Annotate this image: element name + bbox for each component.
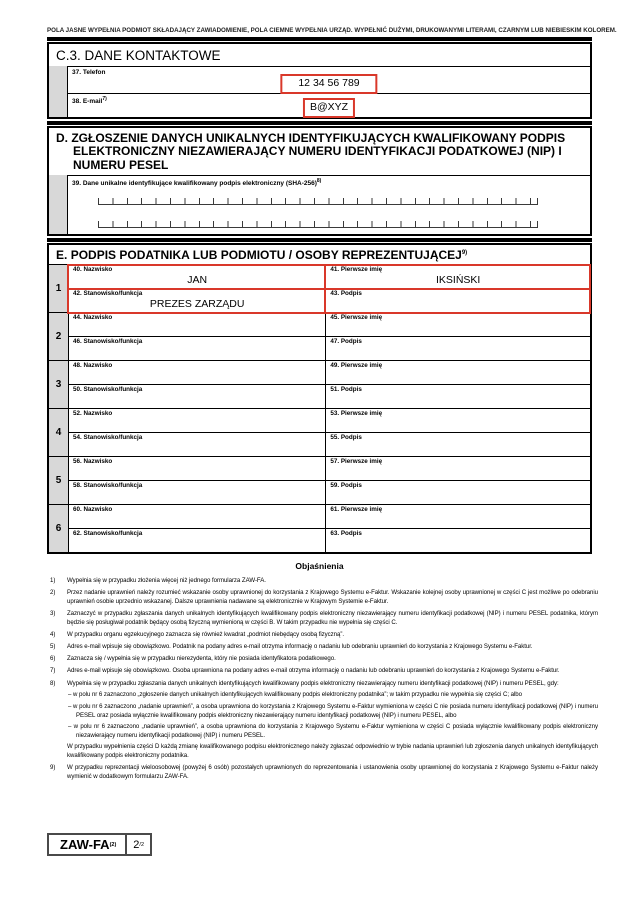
table-row: [49, 457, 590, 505]
table-row: [49, 505, 590, 552]
field-53-pierwsze-imie[interactable]: 53. Pierwsze imię: [325, 409, 590, 433]
section-c3: [47, 42, 592, 119]
list-subitem: – w polu nr 6 zaznaczono „zgłoszenie danych unikalnych identyfikujących kwalifikowany podpis elektroniczny podatnika”; w takim przypadku nie wypełnia się części C; albo: [68, 691, 522, 699]
page-number: 2 /2: [133, 838, 145, 851]
list-item: 8) Wypełnia się w przypadku zgłaszania danych unikalnych identyfikujących kwalifikowany podpis elektroniczny niezawierający numeru identyfikacji podatkowej (NIP) i numeru PESEL, gdy: – w polu nr 6 zaznaczono „zgłoszenie danych unikalnych identyfikujących kwalifikowany podpis elektroniczny podatnika”; w takim przypadku nie wypełnia się części C; albo – w polu nr 6 zaznaczono „nadanie uprawnień”, a osoba uprawniona do korzystania z Krajowego Systemu e-Faktur wymieniona w części C nie posiada numeru identyfikacji podatkowej (NIP) i numeru PESEL oraz posiada wyłącznie kwalifikowany podpis elektroniczny niezawierający numeru identyfikacji podatkowej (NIP) i numeru PESEL, albo – w polu nr 6 zaznaczono „nadanie uprawnień”, a osoba uprawniona do korzystania z Krajowego Systemu e-Faktur wymieniona w części C posiada wyłącznie kwalifikowany podpis elektroniczny niezawierający numeru identyfikacji podatkowej (NIP) i numeru PESEL. W przypadku wypełnienia części D każdą zmianę kwalifikowanego podpisu elektronicznego należy zgłaszać odpowiednio w trybie nadania uprawnień lub zgłoszenia danych unikalnych identyfikujących kwalifikowany podpis elektroniczny podatnika.: [50, 679, 598, 760]
field-55-podpis[interactable]: 55. Podpis: [325, 433, 590, 457]
field-58-stanowisko[interactable]: 58. Stanowisko/funkcja: [68, 481, 325, 505]
list-item: 2) Przez nadanie uprawnień należy rozumieć wskazanie osoby uprawnionej do korzystania z Krajowego Systemu e-Faktur. Wskazanie kolejnej osoby uprawnionej w części C jest możliwe po odebraniu uprawnień osobie uprzednio wskazanej. Dalsze uprawnienia nadawane są elektronicznie w Krajowym Systemie e-Faktur.: [50, 589, 598, 606]
list-item: 3) Zaznaczyć w przypadku zgłaszania danych unikalnych identyfikujących kwalifikowany podpis elektroniczny niezawierający numeru identyfikacji podatkowej (NIP) i numeru PESEL podatnika, którym będzie się posługiwał podatnik będący osobą fizyczną wymienioną w części B. W takim przypadku nie wypełnia się części C.: [50, 610, 598, 626]
list-subitem: W przypadku wypełnienia części D każdą zmianę kwalifikowanego podpisu elektronicznego należy zgłaszać odpowiednio w trybie nadania uprawnień lub zgłoszenia danych unikalnych identyfikujących kwalifikowany podpis elektroniczny podatnika.: [67, 743, 598, 760]
section-d: [47, 126, 592, 236]
table-row: [49, 313, 590, 361]
row-number: 2: [49, 313, 68, 361]
field-56-nazwisko[interactable]: 56. Nazwisko: [68, 457, 325, 481]
row-number: 3: [49, 361, 68, 409]
table-row: [49, 361, 590, 409]
row-number: 5: [49, 457, 68, 505]
list-subitem: – w polu nr 6 zaznaczono „nadanie uprawnień”, a osoba uprawniona do korzystania z Krajowego Systemu e-Faktur wymieniona w części C nie posiada numeru identyfikacji podatkowej (NIP) i numeru PESEL oraz posiada wyłącznie kwalifikowany podpis elektroniczny niezawierający numeru identyfikacji podatkowej (NIP) i numeru PESEL, albo: [68, 702, 598, 719]
field-45-pierwsze-imie[interactable]: 45. Pierwsze imię: [325, 313, 590, 337]
list-subitem: – w polu nr 6 zaznaczono „nadanie uprawnień”, a osoba uprawniona do korzystania z Krajowego Systemu e-Faktur wymieniona w części C posiada wyłącznie kwalifikowany podpis elektroniczny niezawierający numeru identyfikacji podatkowej (NIP) i numeru PESEL.: [68, 723, 598, 739]
field-38-label: 38. E-mail$^{7)}$: [72, 96, 107, 106]
field-40-value: JAN: [187, 274, 208, 287]
list-item: 1) Wypełnia się w przypadku złożenia więcej niż jednego formularza ZAW-FA.: [50, 577, 266, 585]
field-38-value[interactable]: B@XYZ: [303, 98, 355, 118]
form-fill-instruction: POLA JASNE WYPEŁNIA PODMIOT SKŁADAJĄCY ZAWIADOMIENIE, POLA CIEMNE WYPEŁNIA URZĄD. WYPEŁNIĆ DUŻYMI, DRUKOWANYMI LITERAMI, CZARNYM LUB NIEBIESKIM KOLOREM.: [47, 27, 617, 34]
field-61-pierwsze-imie[interactable]: 61. Pierwsze imię: [325, 505, 590, 529]
gray-gutter: [49, 175, 67, 234]
section-separator-bar: [47, 37, 592, 41]
signatures-table: [49, 264, 590, 552]
form-code-box: [47, 833, 152, 856]
field-39-sha256[interactable]: [67, 175, 590, 234]
field-57-pierwsze-imie[interactable]: 57. Pierwsze imię: [325, 457, 590, 481]
field-47-podpis[interactable]: 47. Podpis: [325, 337, 590, 361]
list-item: 6) Zaznacza się / wypełnia się w przypadku nierezydenta, który nie posiada identyfikatora podatkowego.: [50, 655, 336, 663]
field-48-nazwisko[interactable]: 48. Nazwisko: [68, 361, 325, 385]
section-e-title: E. PODPIS PODATNIKA LUB PODMIOTU / OSOBY REPREZENTUJĄCEJ$^{9)}$: [56, 248, 468, 263]
explanations-title: Objaśnienia: [295, 561, 344, 572]
section-d-title: D. ZGŁOSZENIE DANYCH UNIKALNYCH IDENTYFIKUJĄCYCH KWALIFIKOWANY PODPIS ELEKTRONICZNY NIEZAWIERAJĄCY NUMERU IDENTYFIKACJI PODATKOWEJ (NIP) I NUMERU PESEL: [56, 131, 566, 172]
field-37-label: 37. Telefon: [72, 69, 106, 76]
sha256-input-line-2[interactable]: [98, 221, 538, 228]
field-37-telefon[interactable]: [68, 67, 590, 94]
field-41-value: IKSIŃSKI: [435, 274, 481, 287]
list-item: 7) Adres e-mail wpisuje się obowiązkowo. Osoba uprawniona na podany adres e-mail otrzyma informację o nadaniu lub odebraniu uprawnień do korzystania z Krajowego Systemu e-Faktur.: [50, 667, 560, 675]
field-44-nazwisko[interactable]: 44. Nazwisko: [68, 313, 325, 337]
form-code: ZAW-FA (2): [49, 835, 127, 854]
field-38-email[interactable]: [68, 94, 590, 117]
field-49-pierwsze-imie[interactable]: 49. Pierwsze imię: [325, 361, 590, 385]
field-41-pierwsze-imie[interactable]: 41. Pierwsze imię IKSIŃSKI: [325, 265, 590, 289]
field-60-nazwisko[interactable]: 60. Nazwisko: [68, 505, 325, 529]
row-number: 4: [49, 409, 68, 457]
section-separator-bar: [47, 121, 592, 125]
section-e: [47, 243, 592, 554]
table-row: [49, 265, 590, 313]
field-46-stanowisko[interactable]: 46. Stanowisko/funkcja: [68, 337, 325, 361]
field-52-nazwisko[interactable]: 52. Nazwisko: [68, 409, 325, 433]
list-item: 5) Adres e-mail wpisuje się obowiązkowo. Podatnik na podany adres e-mail otrzyma informację o nadaniu lub odebraniu uprawnień do korzystania z Krajowego Systemu e-Faktur.: [50, 643, 533, 651]
field-42-value: PREZES ZARZĄDU: [149, 298, 245, 311]
row-number: 1: [49, 265, 68, 313]
list-item: 9) W przypadku reprezentacji wieloosobowej (powyżej 6 osób) pozostałych uprawnionych do reprezentowania i ustanowienia osoby uprawnionej do korzystania z Krajowego Systemu e-Faktur należy wymienić w dodatkowym formularzu ZAW-FA.: [50, 764, 598, 780]
sha256-input-line-1[interactable]: [98, 198, 538, 205]
field-59-podpis[interactable]: 59. Podpis: [325, 481, 590, 505]
field-40-nazwisko[interactable]: 40. Nazwisko JAN: [68, 265, 325, 289]
section-separator-bar: [47, 238, 592, 242]
field-37-value[interactable]: 12 34 56 789: [280, 74, 377, 94]
table-row: [49, 409, 590, 457]
gray-gutter: [49, 66, 67, 117]
field-62-stanowisko[interactable]: 62. Stanowisko/funkcja: [68, 529, 325, 552]
field-50-stanowisko[interactable]: 50. Stanowisko/funkcja: [68, 385, 325, 409]
list-item: 4) W przypadku organu egzekucyjnego zaznacza się również kwadrat „podmiot niebędący osobą fizyczną”.: [50, 631, 344, 639]
section-c3-title: C.3. DANE KONTAKTOWE: [56, 48, 221, 63]
field-54-stanowisko[interactable]: 54. Stanowisko/funkcja: [68, 433, 325, 457]
field-63-podpis[interactable]: 63. Podpis: [325, 529, 590, 552]
field-43-podpis[interactable]: 43. Podpis: [325, 289, 590, 313]
field-42-stanowisko[interactable]: 42. Stanowisko/funkcja PREZES ZARZĄDU: [68, 289, 325, 313]
field-39-label: 39. Dane unikalne identyfikujące kwalifikowany podpis elektroniczny $(SHA-256)^{8)}$: [72, 178, 322, 188]
form-page: [47, 0, 617, 785]
row-number: 6: [49, 505, 68, 552]
field-51-podpis[interactable]: 51. Podpis: [325, 385, 590, 409]
explanations-list: [47, 577, 598, 781]
